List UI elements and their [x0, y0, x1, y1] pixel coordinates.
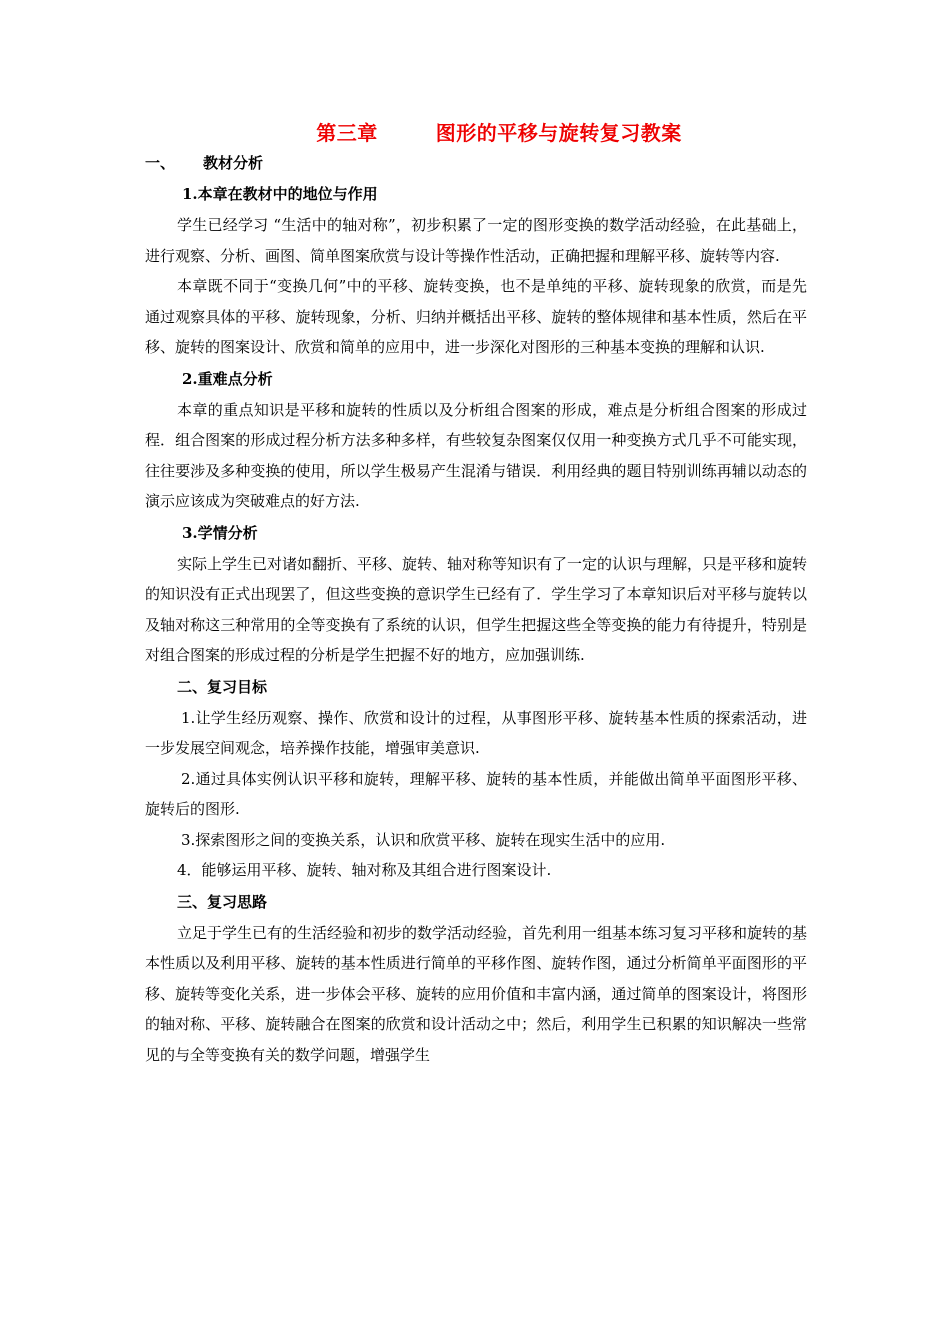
objective-item: 2.通过具体实例认识平移和旋转，理解平移、旋转的基本性质，并能做出简单平面图形平移、旋转后的图形. [145, 769, 807, 818]
subsection-heading: 3.学情分析 [182, 523, 258, 542]
paragraph: 本章既不同于“变换几何”中的平移、旋转变换，也不是单纯的平移、旋转现象的欣赏，而是先通过观察具体的平移、旋转现象，分析、归纳并概括出平移、旋转的整体规律和基本性质，然后在平移、旋转的图案设计、欣赏和简单的应用中，进一步深化对图形的三种基本变换的理解和认识. [145, 277, 807, 356]
section-heading-2: 二、复习目标 [177, 677, 268, 696]
paragraph: 学生已经学习 “生活中的轴对称”，初步积累了一定的图形变换的数学活动经验，在此基础上，进行观察、分析、画图、简单图案欣赏与设计等操作性活动，正确把握和理解平移、旋转等内容. [145, 216, 807, 265]
section-heading-3: 三、复习思路 [177, 892, 268, 911]
section-title: 教材分析 [203, 154, 264, 172]
section-heading-1 [145, 148, 807, 178]
title-chapter: 第三章 [316, 121, 378, 145]
document-title [0, 117, 950, 146]
paragraph: 本章的重点知识是平移和旋转的性质以及分析组合图案的形成，难点是分析组合图案的形成过程．组合图案的形成过程分析方法多种多样，有些较复杂图案仅仅用一种变换方式几乎不可能实现，往往要涉及多种变换的使用，所以学生极易产生混淆与错误．利用经典的题目特别训练再辅以动态的演示应该成为突破难点的好方法. [145, 400, 807, 510]
subsection-heading: 2.重难点分析 [182, 369, 273, 388]
paragraph: 立足于学生已有的生活经验和初步的数学活动经验，首先利用一组基本练习复习平移和旋转的基本性质以及利用平移、旋转的基本性质进行简单的平移作图、旋转作图，通过分析简单平面图形的平移、旋转等变化关系，进一步体会平移、旋转的应用价值和丰富内涵，通过简单的图案设计，将图形的轴对称、平移、旋转融合在图案的欣赏和设计活动之中；然后，利用学生已积累的知识解决一些常见的与全等变换有关的数学问题，增强学生 [145, 923, 808, 1064]
subsection-heading: 1.本章在教材中的地位与作用 [182, 185, 378, 203]
objective-item: 4．能够运用平移、旋转、轴对称及其组合进行图案设计. [177, 861, 552, 879]
section-number: 一、 [145, 154, 176, 172]
objective-item: 1.让学生经历观察、操作、欣赏和设计的过程，从事图形平移、旋转基本性质的探索活动，进一步发展空间观念，培养操作技能，增强审美意识. [145, 708, 807, 757]
title-text: 图形的平移与旋转复习教案 [435, 121, 682, 145]
document-body [145, 148, 807, 1070]
objective-item: 3.探索图形之间的变换关系，认识和欣赏平移、旋转在现实生活中的应用. [181, 830, 666, 849]
paragraph: 实际上学生已对诸如翻折、平移、旋转、轴对称等知识有了一定的认识与理解，只是平移和旋转的知识没有正式出现罢了，但这些变换的意识学生已经有了．学生学习了本章知识后对平移与旋转以及轴对称这三种常用的全等变换有了系统的认识，但学生把握这些全等变换的能力有待提升，特别是对组合图案的形成过程的分析是学生把握不好的地方，应加强训练. [145, 554, 808, 664]
